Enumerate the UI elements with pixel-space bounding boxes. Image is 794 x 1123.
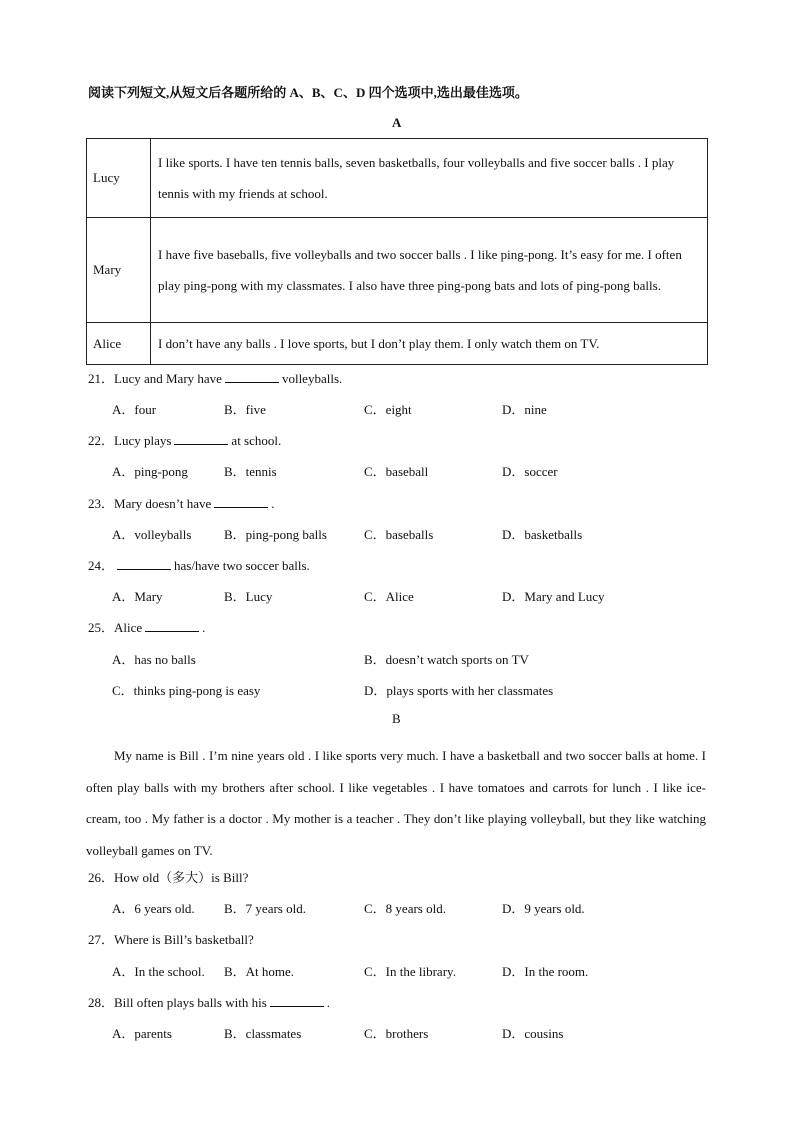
table-row (87, 323, 708, 365)
option-d: D．soccer (502, 464, 558, 479)
speaker-text: I don’t have any balls . I love sports, but I don’t play them. I only watch them on TV. (151, 323, 708, 365)
question-26: 26．How old（多大）is Bill? (88, 870, 249, 885)
option-b: B．7 years old. (224, 901, 306, 916)
option-a: A．four (112, 402, 157, 417)
option-c: C．baseballs (364, 527, 434, 542)
option-c: C．Alice (364, 589, 414, 604)
answer-blank (174, 432, 228, 445)
question-27: 27．Where is Bill’s basketball? (88, 932, 254, 947)
passage-a-table (86, 138, 708, 365)
option-a: A．volleyballs (112, 527, 192, 542)
option-c: C．eight (364, 402, 412, 417)
option-a: A．In the school. (112, 964, 205, 979)
answer-blank (270, 994, 324, 1007)
option-a: A．has no balls (112, 652, 196, 667)
option-d: D．9 years old. (502, 901, 585, 916)
answer-blank (225, 370, 279, 383)
option-b: B．tennis (224, 464, 277, 479)
option-a: A．parents (112, 1026, 172, 1041)
option-a: A．Mary (112, 589, 163, 604)
speaker-text: I like sports. I have ten tennis balls, seven basketballs, four volleyballs and five soccer balls . I play tennis with my friends at school. (151, 139, 708, 218)
answer-blank (117, 557, 171, 570)
question-25: 25．Alice . (88, 620, 206, 635)
answer-blank (214, 495, 268, 508)
section-a-title: A (392, 115, 402, 130)
option-b: B．five (224, 402, 266, 417)
question-28: 28．Bill often plays balls with his . (88, 995, 331, 1010)
table-row (87, 218, 708, 323)
option-b: B．Lucy (224, 589, 273, 604)
option-c: C．brothers (364, 1026, 429, 1041)
option-d: D．Mary and Lucy (502, 589, 605, 604)
option-d: D．cousins (502, 1026, 564, 1041)
option-d: D．nine (502, 402, 547, 417)
table-row (87, 139, 708, 218)
question-21: 21．Lucy and Mary have volleyballs. (88, 371, 343, 386)
option-d: D．plays sports with her classmates (364, 683, 554, 698)
answer-blank (145, 619, 199, 632)
option-b: B．ping-pong balls (224, 527, 327, 542)
question-24: 24． has/have two soccer balls. (88, 558, 310, 573)
option-b: B．classmates (224, 1026, 302, 1041)
option-a: A．6 years old. (112, 901, 195, 916)
question-23: 23．Mary doesn’t have . (88, 496, 275, 511)
question-22: 22．Lucy plays at school. (88, 433, 282, 448)
option-c: C．thinks ping-pong is easy (112, 683, 261, 698)
speaker-name: Alice (87, 323, 151, 365)
speaker-name: Mary (87, 218, 151, 323)
option-b: B．doesn’t watch sports on TV (364, 652, 529, 667)
option-b: B．At home. (224, 964, 295, 979)
section-b-title: B (392, 711, 401, 726)
option-c: C．baseball (364, 464, 429, 479)
option-a: A．ping-pong (112, 464, 188, 479)
passage-b: My name is Bill . I’m nine years old . I like sports very much. I have a basketball and two soccer balls at home. I often play balls with my brothers after school. I like vegetables . I have tomatoes and carrots for lunch . I like ice-cream, too . My father is a doctor . My mother is a teacher . They don’t like playing volleyball, but they like watching volleyball games on TV. (86, 748, 706, 858)
option-d: D．basketballs (502, 527, 583, 542)
option-d: D．In the room. (502, 964, 589, 979)
option-c: C．8 years old. (364, 901, 446, 916)
speaker-name: Lucy (87, 139, 151, 218)
instruction: 阅读下列短文,从短文后各题所给的 A、B、C、D 四个选项中,选出最佳选项。 (88, 85, 528, 100)
speaker-text: I have five baseballs, five volleyballs and two soccer balls . I like ping-pong. It’s easy for me. I often play ping-pong with my classmates. I also have three ping-pong bats and lots of ping-pong balls. (151, 218, 708, 323)
option-c: C．In the library. (364, 964, 456, 979)
